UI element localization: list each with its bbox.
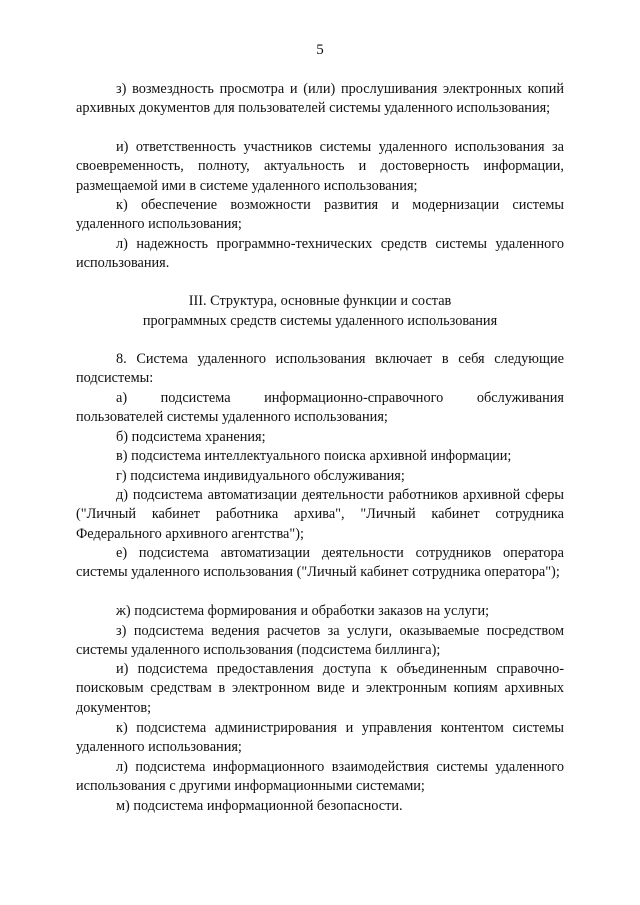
list-item-i: и) ответственность участников системы удаленного использования за своевременность, полноту, актуальность и достоверность информации, размещаемой ими в системе удаленного использования; — [76, 139, 564, 194]
subsystem-a: а) подсистема информационно-справочного обслуживания пользователей системы удаленного использования; — [76, 390, 564, 426]
subsystem-i: и) подсистема предоставления доступа к объединенным справочно-поисковым средствам в электронном виде и электронным копиям архивных документов; — [76, 661, 564, 716]
subsystem-z: з) подсистема ведения расчетов за услуги, оказываемые посредством системы удаленного использования (подсистема биллинга); — [76, 623, 564, 659]
subsystem-d: д) подсистема автоматизации деятельности работников архивной сферы ("Личный кабинет работника архива", "Личный кабинет сотрудника Федерального архивного агентства"); — [76, 487, 564, 542]
subsystem-l: л) подсистема информационного взаимодействия системы удаленного использования с другими информационными системами; — [76, 759, 564, 795]
section-heading-line2: программных средств системы удаленного использования — [142, 313, 498, 329]
list-item-l: л) надежность программно-технических средств системы удаленного использования. — [76, 236, 564, 272]
list-item-z: з) возмездность просмотра и (или) прослушивания электронных копий архивных документов для пользователей системы удаленного использования; — [76, 81, 564, 117]
paragraph-8: 8. Система удаленного использования включает в себя следующие подсистемы: — [76, 351, 564, 387]
subsystem-b: б) подсистема хранения; — [116, 429, 266, 445]
list-item-k: к) обеспечение возможности развития и модернизации системы удаленного использования; — [76, 197, 564, 233]
subsystem-k: к) подсистема администрирования и управления контентом системы удаленного использования; — [76, 720, 564, 756]
section-heading-line1: III. Структура, основные функции и состав — [188, 293, 452, 309]
subsystem-e: е) подсистема автоматизации деятельности сотрудников оператора системы удаленного использования ("Личный кабинет сотрудника оператора"); — [76, 545, 564, 581]
subsystem-v: в) подсистема интеллектуального поиска архивной информации; — [116, 448, 512, 464]
subsystem-zh: ж) подсистема формирования и обработки заказов на услуги; — [116, 603, 490, 619]
subsystem-g: г) подсистема индивидуального обслуживания; — [116, 468, 405, 484]
page-number: 5 — [316, 42, 324, 58]
subsystem-m: м) подсистема информационной безопасности. — [116, 798, 403, 814]
